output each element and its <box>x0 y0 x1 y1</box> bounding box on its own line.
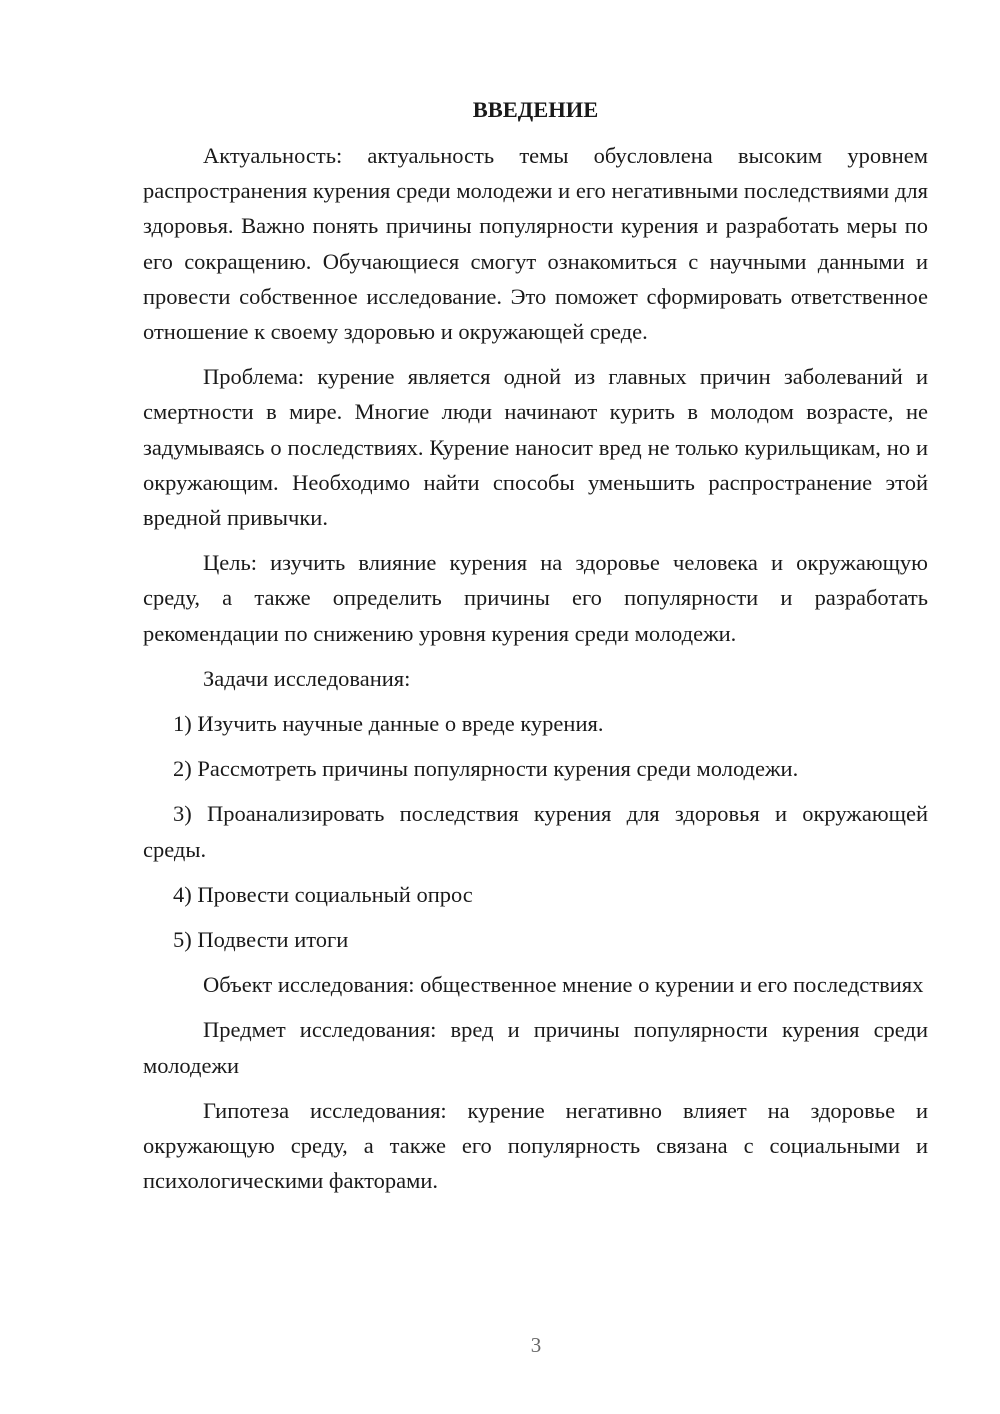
paragraph-tasks-heading: Задачи исследования: <box>203 665 411 691</box>
list-item: 5) Подвести итоги <box>173 927 349 953</box>
paragraph-relevance: Актуальность: актуальность темы обусловлена высоким уровнем распространения курения среди молодежи и его негативными последствиями для здоровья. Важно понять причины популярности курения и разработать меры по его сокращению. Обучающиеся смогут ознакомиться с научными данными и провести собственное исследование. Это поможет сформировать ответственное отношение к своему здоровью и окружающей среде. <box>143 143 928 345</box>
list-item: 1) Изучить научные данные о вреде курения. <box>173 711 604 737</box>
paragraph-object: Объект исследования: общественное мнение о курении и его последствиях <box>203 972 924 998</box>
paragraph-goal: Цель: изучить влияние курения на здоровье человека и окружающую среду, а также определить причины его популярности и разработать рекомендации по снижению уровня курения среди молодежи. <box>143 550 928 646</box>
list-item: 3) Проанализировать последствия курения для здоровья и окружающей среды. <box>143 801 928 862</box>
list-item: 4) Провести социальный опрос <box>173 881 473 907</box>
paragraph-hypothesis: Гипотеза исследования: курение негативно влияет на здоровье и окружающую среду, а также его популярность связана с социальными и психологическими факторами. <box>143 1097 928 1194</box>
document-page <box>143 92 928 1208</box>
page-number: 3 <box>530 1333 542 1357</box>
paragraph-problem: Проблема: курение является одной из главных причин заболеваний и смертности в мире. Многие люди начинают курить в молодом возрасте, не задумываясь о последствиях. Курение наносит вред не только курильщикам, но и окружающим. Необходимо найти способы уменьшить распространение этой вредной привычки. <box>143 364 928 531</box>
list-item: 2) Рассмотреть причины популярности курения среди молодежи. <box>173 756 799 782</box>
paragraph-subject: Предмет исследования: вред и причины популярности курения среди молодежи <box>143 1017 928 1078</box>
page-title: ВВЕДЕНИЕ <box>472 97 599 122</box>
